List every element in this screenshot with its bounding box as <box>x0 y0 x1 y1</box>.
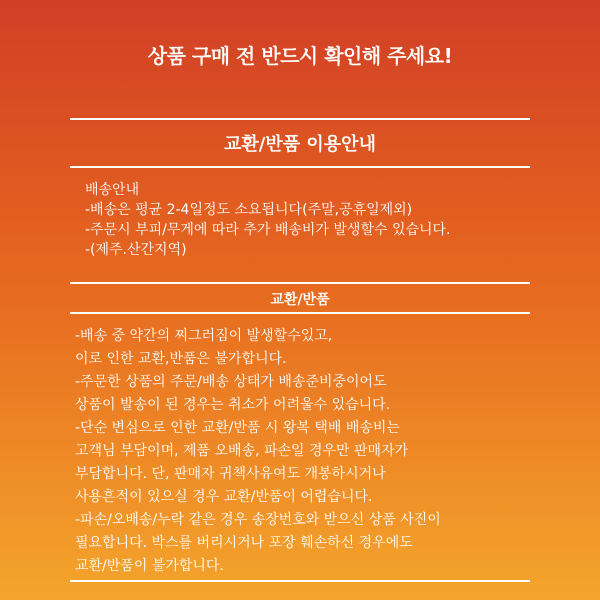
shipping-line: -배송은 평균 2-4일정도 소요됩니다(주말,공휴일제외) <box>85 202 413 218</box>
exchange-line: 사용흔적이 있으실 경우 교환/반품이 어렵습니다. <box>75 489 373 505</box>
exchange-heading: 교환/반품 <box>270 292 330 308</box>
exchange-line: -주문한 상품의 주문/배송 상태가 배송준비중이어도 <box>75 374 387 390</box>
exchange-line: 필요합니다. 박스를 버리시거나 포장 훼손하신 경우에도 <box>75 535 413 551</box>
exchange-line: 상품이 발송이 된 경우는 취소가 어려울수 있습니다. <box>75 397 391 413</box>
shipping-line: -주문시 부피/무게에 따라 추가 배송비가 발생할수 있습니다. <box>85 222 451 238</box>
exchange-line: -파손/오배송/누락 같은 경우 송장번호와 받으신 상품 사진이 <box>75 512 441 528</box>
exchange-line: 이로 인한 교환,반품은 불가합니다. <box>75 351 287 367</box>
section-title: 교환/반품 이용안내 <box>224 134 376 155</box>
divider-bottom <box>70 580 530 582</box>
exchange-line: -단순 변심으로 인한 교환/반품 시 왕복 택배 배송비는 <box>75 420 400 436</box>
exchange-line: 고객님 부담이며, 제품 오배송, 파손일 경우만 판매자가 <box>75 443 409 459</box>
exchange-line: 부담합니다. 단, 판매자 귀책사유여도 개봉하시거나 <box>75 466 386 482</box>
divider-below-title <box>70 166 530 168</box>
divider-above-exchange <box>70 282 530 284</box>
exchange-info <box>75 325 530 578</box>
shipping-line: -(제주.산간지역) <box>85 242 187 258</box>
headline: 상품 구매 전 반드시 확인해 주세요! <box>147 44 453 68</box>
divider-top <box>70 118 530 120</box>
divider-below-exchange <box>70 312 530 314</box>
shipping-info <box>85 180 535 260</box>
exchange-line: -배송 중 약간의 찌그러짐이 발생할수있고, <box>75 328 333 344</box>
exchange-line: 교환/반품이 불가합니다. <box>75 558 224 574</box>
shipping-heading: 배송안내 <box>85 182 140 198</box>
